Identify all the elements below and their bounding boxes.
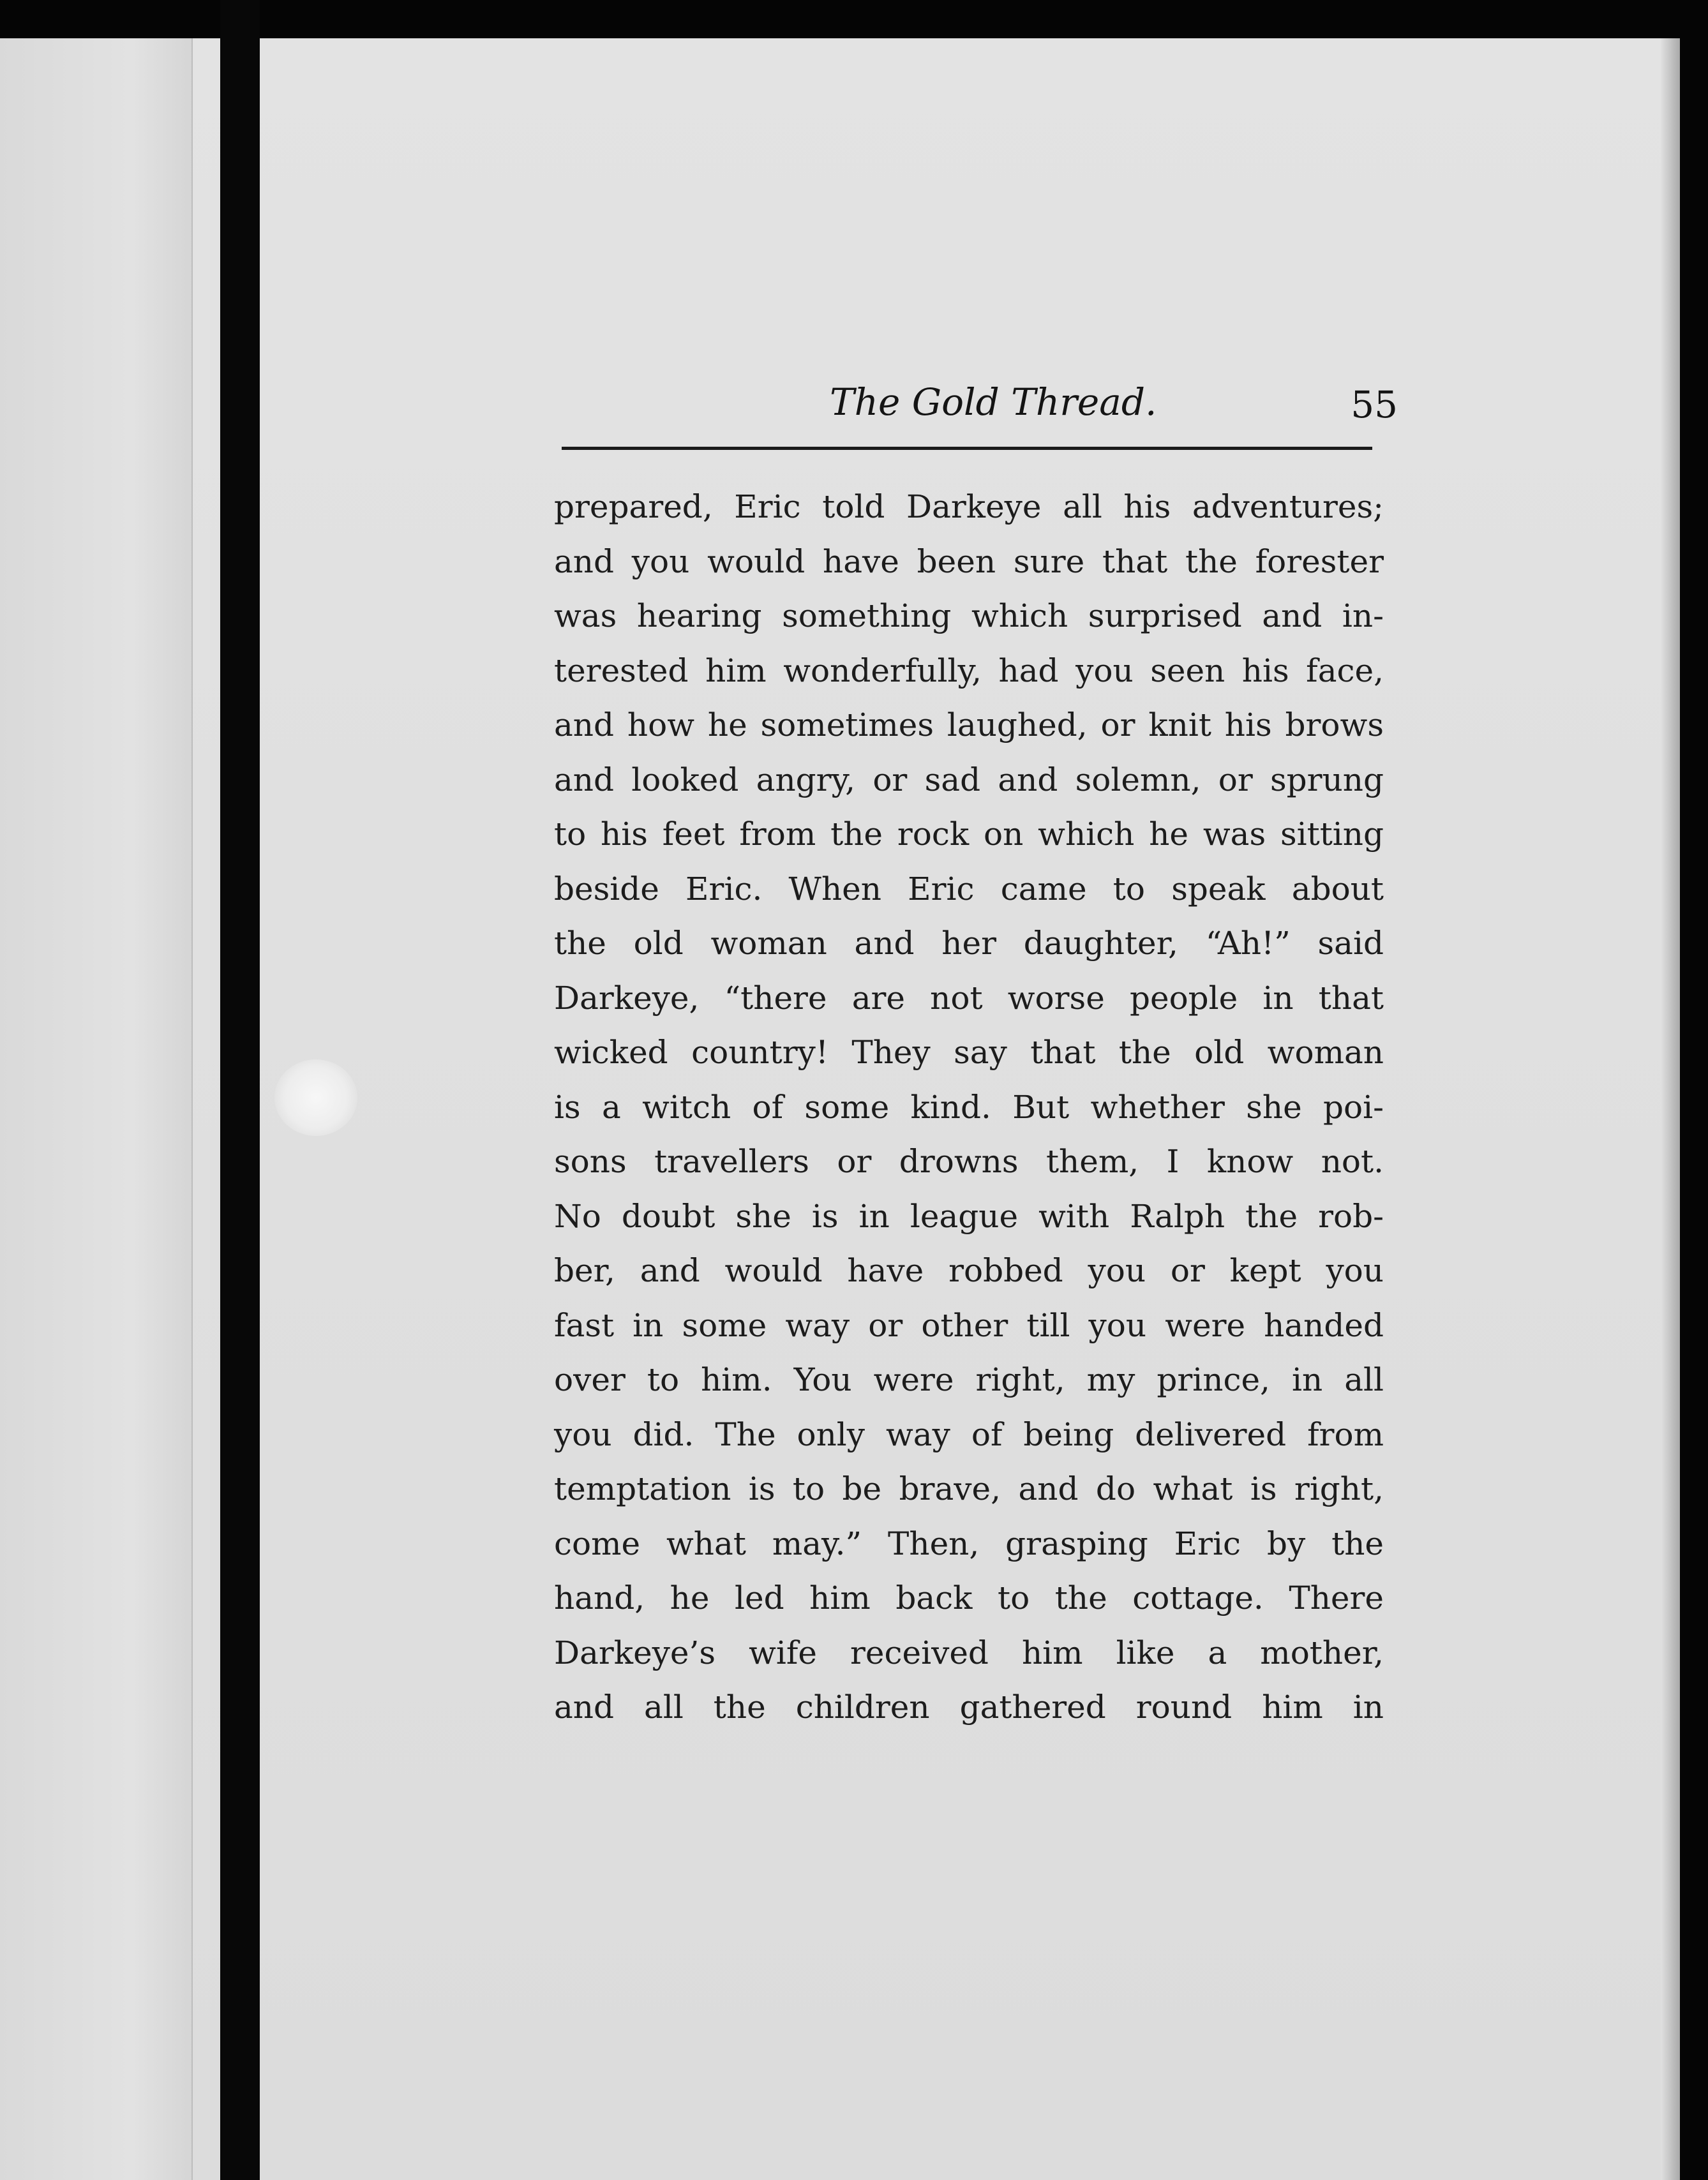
text-line: to his feet from the rock on which he was sitting	[554, 816, 1384, 853]
text-line: you did. The only way of being delivered from	[554, 1415, 1384, 1453]
text-line: sons travellers or drowns them, I know not.	[554, 1143, 1384, 1180]
running-title: The Gold Thread.	[830, 380, 1157, 424]
text-line: temptation is to be brave, and do what is right,	[554, 1470, 1384, 1507]
text-line: the old woman and her daughter, “Ah!” said	[554, 925, 1384, 962]
text-line: No doubt she is in league with Ralph the rob-	[554, 1197, 1384, 1235]
text-line: and you would have been sure that the forester	[554, 542, 1384, 580]
text-line: fast in some way or other till you were handed	[554, 1306, 1384, 1344]
text-line: and looked angry, or sad and solemn, or sprung	[554, 761, 1384, 798]
text-line: prepared, Eric told Darkeye all his adventures;	[554, 488, 1384, 525]
header-rule	[562, 447, 1372, 450]
text-line: hand, he led him back to the cottage. There	[554, 1579, 1384, 1616]
text-line: Darkeye, “there are not worse people in that	[554, 979, 1384, 1017]
text-line: wicked country! They say that the old woman	[554, 1034, 1384, 1071]
text-line: and all the children gathered round him in	[554, 1689, 1384, 1726]
text-line: and how he sometimes laughed, or knit his brows	[554, 706, 1384, 743]
left-page-edge	[0, 38, 220, 2180]
page-number: 55	[1351, 383, 1398, 426]
running-head	[562, 380, 1404, 444]
text-line: over to him. You were right, my prince, in all	[554, 1361, 1384, 1398]
text-line: is a witch of some kind. But whether she poi-	[554, 1088, 1384, 1126]
book-gutter	[220, 0, 260, 2180]
text-line: come what may.” Then, grasping Eric by the	[554, 1525, 1384, 1562]
paper-blemish	[274, 1059, 357, 1136]
text-line: terested him wonderfully, had you seen his face,	[554, 652, 1384, 689]
text-line: Darkeye’s wife received him like a mother,	[554, 1634, 1384, 1671]
body-text	[554, 480, 1384, 1735]
text-line: was hearing something which surprised and in-	[554, 597, 1384, 634]
text-line: ber, and would have robbed you or kept you	[554, 1252, 1384, 1289]
text-line: beside Eric. When Eric came to speak about	[554, 870, 1384, 907]
